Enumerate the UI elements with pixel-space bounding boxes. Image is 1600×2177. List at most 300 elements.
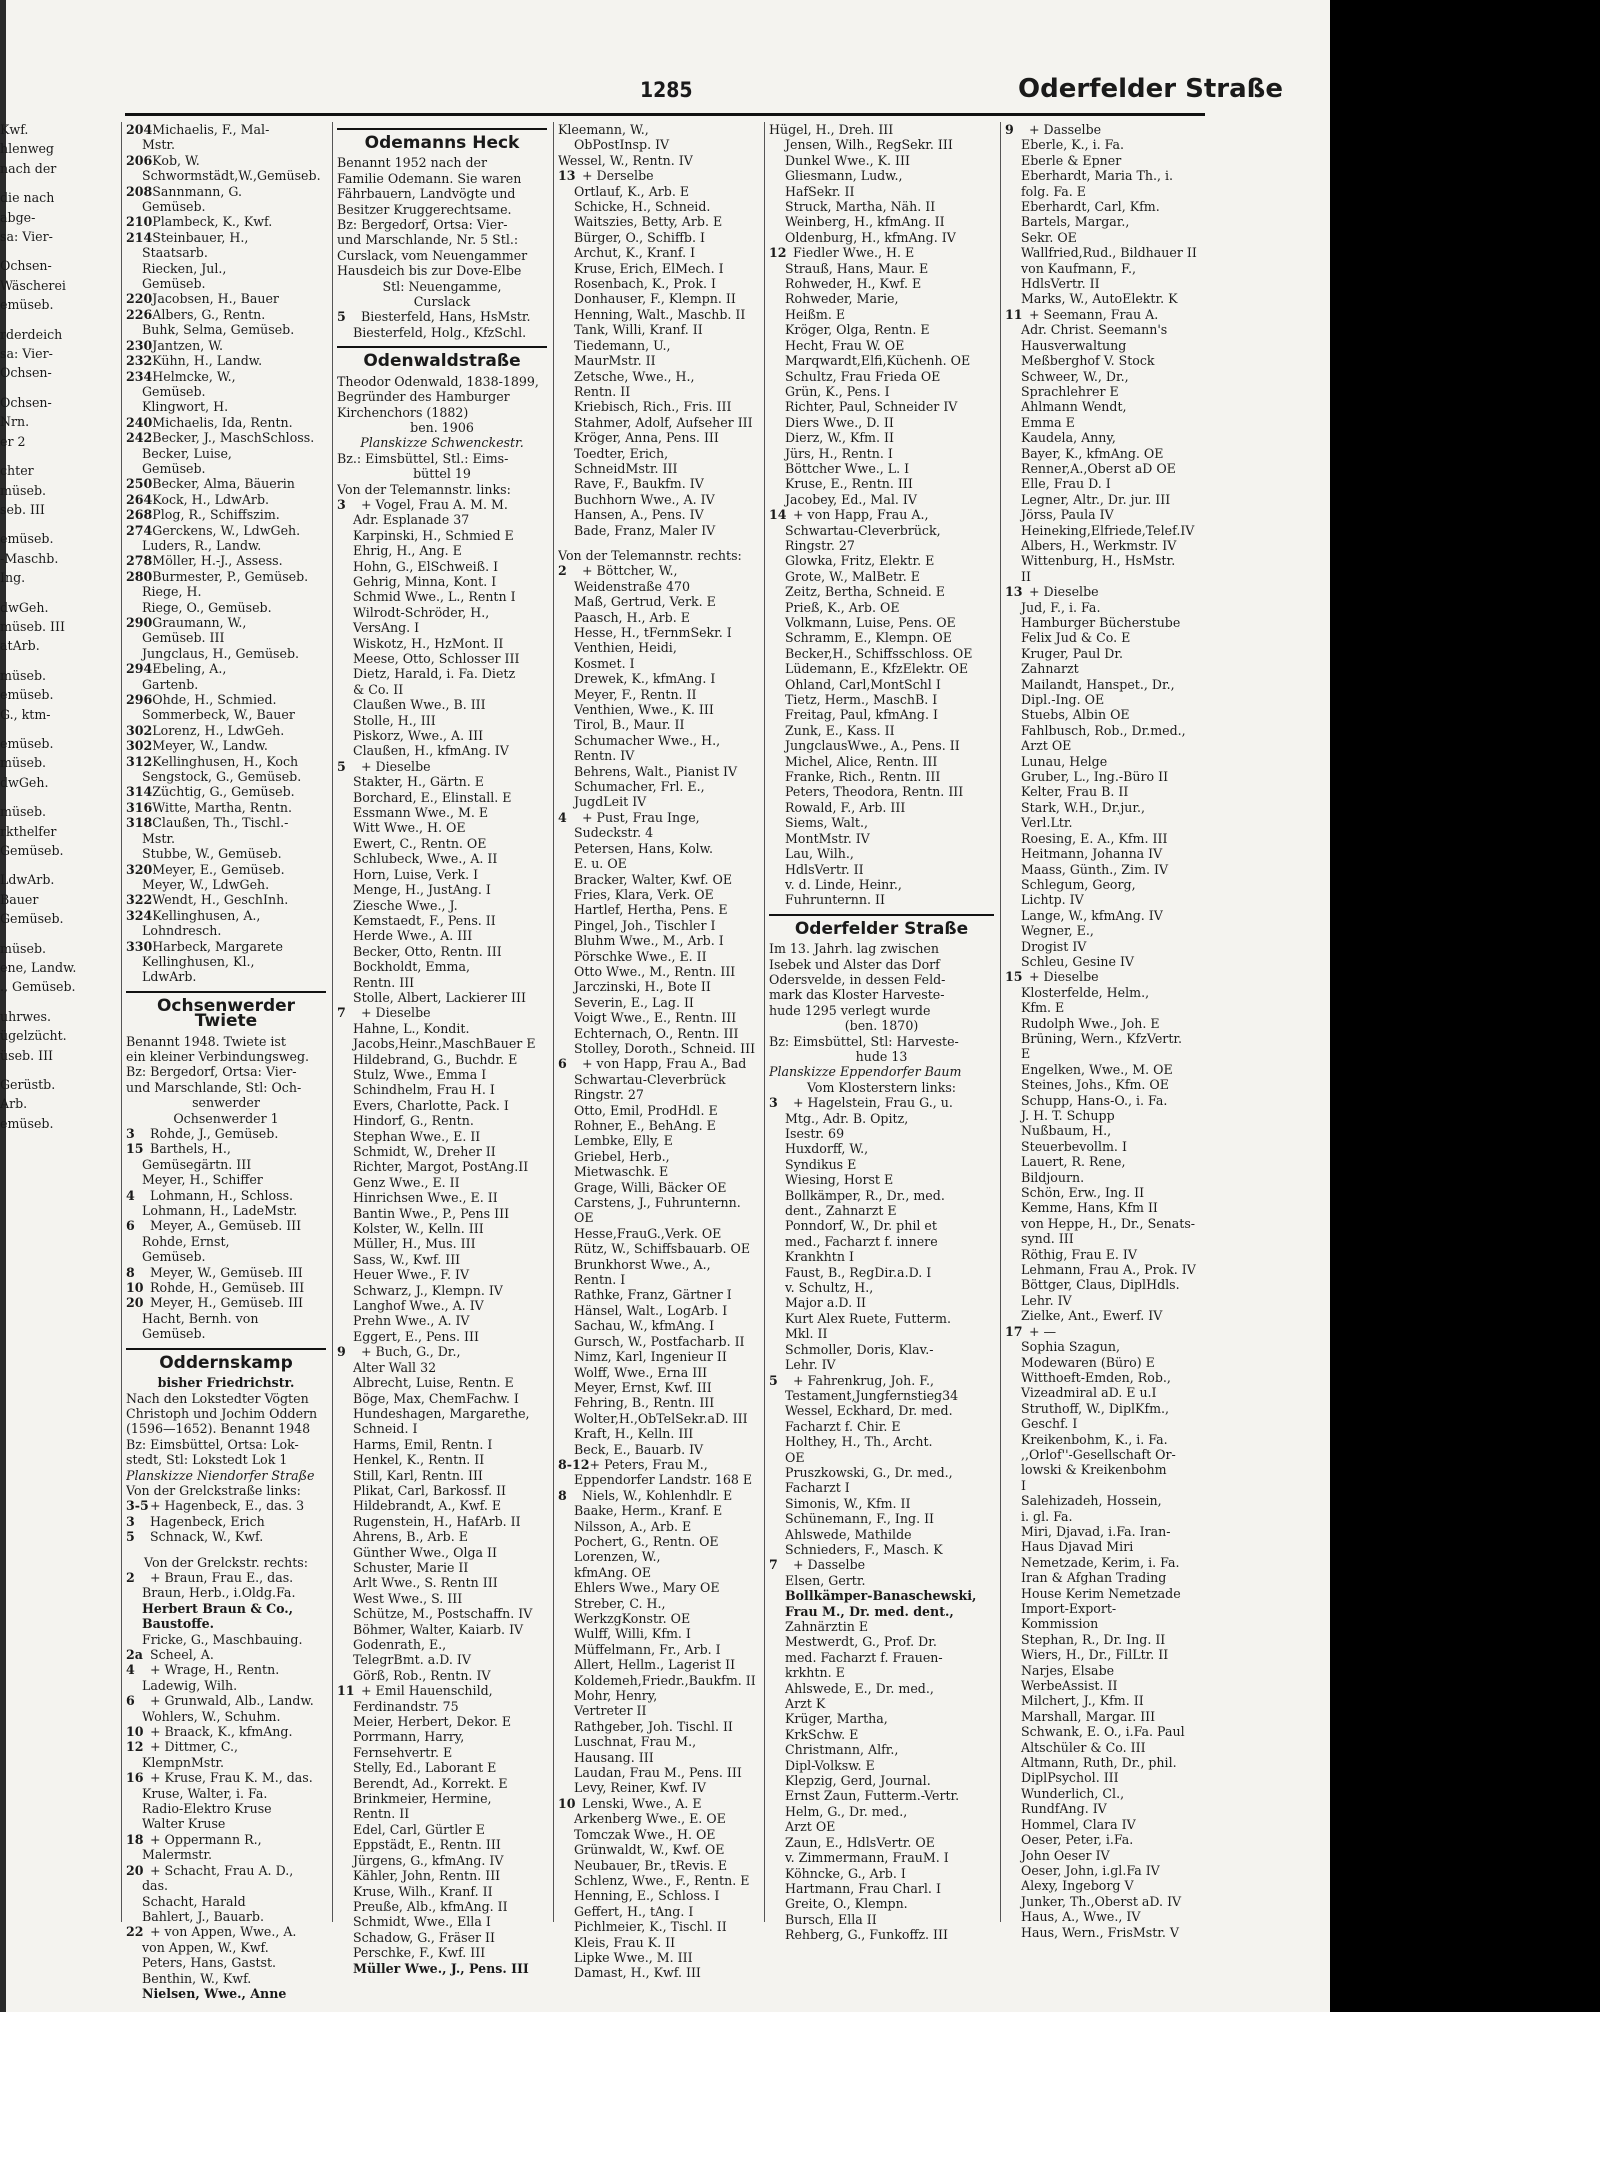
entry-text: Wegner, E., (1021, 923, 1094, 939)
entry-text: und Marschlande, Stl: Och- (126, 1079, 302, 1095)
entry-text: Michaelis, Ida, Rentn. (152, 414, 293, 430)
house-number: 9 (1005, 122, 1014, 137)
entry-text: Echternach, O., Rentn. III (574, 1025, 739, 1041)
directory-entry (769, 1819, 994, 1834)
directory-entry (126, 1157, 326, 1172)
directory-entry (1005, 1231, 1205, 1246)
entry-text: HafSekr. II (785, 183, 855, 199)
house-number: 18 (126, 1831, 144, 1847)
directory-entry (126, 276, 326, 291)
directory-entry (558, 1858, 758, 1873)
directory-entry (769, 707, 994, 722)
directory-entry (769, 1126, 994, 1141)
directory-entry (1005, 846, 1205, 861)
house-number: 3 (126, 1126, 135, 1141)
fragment-line: Ochsen- (0, 394, 52, 410)
house-number: 294 (126, 661, 153, 677)
directory-entry (337, 1884, 547, 1899)
entry-text: + Grunwald, Alb., Landw. (150, 1693, 314, 1709)
directory-entry (558, 492, 758, 507)
entry-text: Pruszkowski, G., Dr. med., (785, 1464, 953, 1480)
entry-text: Haus, A., Wwe., IV (1021, 1909, 1141, 1925)
directory-entry (1005, 1000, 1205, 1015)
directory-entry (126, 1049, 326, 1064)
entry-text: Bz: Bergedorf, Ortsa: Vier- (337, 217, 508, 233)
entry-text: Schuster, Marie II (353, 1559, 469, 1575)
fragment-line: Ochsen- (0, 258, 52, 274)
house-number: 13 (558, 168, 576, 184)
entry-text: Heißm. E (785, 306, 846, 322)
fragment-line: rkthelfer (0, 823, 57, 839)
directory-entry (1005, 1647, 1205, 1662)
directory-entry (126, 1483, 326, 1498)
directory-entry (126, 538, 326, 553)
column-3 (558, 122, 758, 1981)
directory-entry (558, 1904, 758, 1919)
entry-text: WerkzgKonstr. OE (574, 1611, 691, 1626)
entry-text: Schultz, Frau Frieda OE (785, 368, 941, 384)
house-number: 204 (126, 122, 153, 137)
directory-entry (126, 1555, 326, 1570)
house-number: 15 (126, 1141, 144, 1157)
house-number: 226 (126, 306, 153, 322)
entry-text: Witte, Martha, Rentn. (152, 799, 292, 815)
directory-entry (337, 497, 547, 512)
entry-text: Laudan, Frau M., Pens. III (574, 1765, 742, 1781)
entry-text: Still, Karl, Rentn. III (353, 1467, 483, 1483)
entry-text: Gemüseb. (142, 1249, 206, 1265)
entry-text: I (1021, 1477, 1026, 1493)
entry-text: Albers, H., Werkmstr. IV (1021, 537, 1177, 553)
house-number: 264 (126, 491, 153, 507)
entry-text: Berendt, Ad., Korrekt. E (353, 1775, 508, 1791)
entry-text: Menge, H., JustAng. I (353, 882, 491, 898)
directory-entry (769, 846, 994, 861)
directory-entry (337, 898, 547, 913)
directory-entry (769, 1788, 994, 1803)
entry-text: Fehring, B., Rentn. III (574, 1395, 715, 1411)
entry-text: Theodor Odenwald, 1838-1899, (337, 373, 539, 389)
directory-entry (769, 1203, 994, 1218)
entry-text: Adr. Christ. Seemann's (1021, 322, 1168, 338)
directory-entry (126, 1080, 326, 1095)
running-street-title: Oderfelder Straße (1018, 74, 1284, 104)
directory-entry (1005, 892, 1205, 907)
entry-text: Hahne, L., Kondit. (353, 1020, 470, 1036)
entry-text: Barthels, H., (150, 1141, 231, 1157)
directory-entry (337, 482, 547, 497)
directory-entry (769, 754, 994, 769)
entry-text: Eggert, E., Pens. III (353, 1328, 479, 1344)
entry-text: OE (574, 1210, 594, 1226)
entry-text: Peters, Hans, Gastst. (142, 1955, 277, 1971)
directory-entry (1005, 1878, 1205, 1893)
directory-entry (337, 263, 547, 278)
entry-text: Schön, Erw., Ing. II (1021, 1185, 1145, 1201)
house-number: 4 (558, 809, 567, 825)
entry-text: Gemüsegärtn. III (142, 1156, 252, 1172)
entry-text: Grage, Willi, Bäcker OE (574, 1179, 727, 1195)
entry-text: Klepzig, Gerd, Journal. (785, 1773, 931, 1789)
directory-entry (558, 1226, 758, 1241)
entry-text: Evers, Charlotte, Pack. I (353, 1097, 509, 1113)
directory-entry (1005, 1139, 1205, 1154)
entry-text: RundfAng. IV (1021, 1801, 1107, 1817)
house-number: 320 (126, 861, 153, 877)
house-number: 316 (126, 799, 153, 815)
entry-text: Rowald, F., Arb. III (785, 799, 906, 815)
entry-text: Müffelmann, Fr., Arb. I (574, 1641, 721, 1657)
directory-entry (558, 1395, 758, 1410)
entry-text: Hinrichsen Wwe., E. II (353, 1190, 498, 1206)
directory-entry (769, 1403, 994, 1418)
entry-text: Diers Wwe., D. II (785, 414, 894, 430)
entry-text: Claußen, H., kfmAng. IV (353, 743, 509, 759)
directory-entry (1005, 338, 1205, 353)
entry-text: Biesterfeld, Hans, HsMstr. (361, 309, 531, 325)
entry-text: KlempnMstr. (142, 1754, 225, 1770)
entry-text: Faust, B., RegDir.a.D. I (785, 1264, 932, 1280)
directory-entry (337, 279, 547, 294)
entry-text: Kellinghusen, H., Koch (152, 753, 299, 769)
entry-text: Elsen, Gertr. (785, 1572, 866, 1588)
entry-text: Rehberg, G., Funkoffz. III (785, 1927, 948, 1943)
directory-entry (558, 964, 758, 979)
directory-entry (337, 975, 547, 990)
entry-text: Hagenbeck, Erich (150, 1513, 265, 1529)
entry-text: Meyer, Ernst, Kwf. III (574, 1379, 712, 1395)
directory-entry (769, 1064, 994, 1079)
entry-text: Zaun, E., HdlsVertr. OE (785, 1834, 935, 1850)
directory-entry (126, 831, 326, 846)
entry-text: Stahmer, Adolf, Aufseher III (574, 414, 753, 430)
entry-text: Oldenburg, H., kfmAng. IV (785, 229, 956, 245)
directory-entry (1005, 1077, 1205, 1092)
entry-text: Gemüseb. (142, 276, 206, 292)
directory-entry (337, 1421, 547, 1436)
entry-text: Hänsel, Walt., LogArb. I (574, 1302, 728, 1318)
entry-text: Wilrodt-Schröder, H., (353, 604, 490, 620)
house-number: 8 (558, 1487, 567, 1503)
house-number: 214 (126, 229, 153, 245)
directory-entry (126, 939, 326, 954)
entry-text: Ladewig, Wilh. (142, 1677, 238, 1693)
entry-text: Severin, E., Lag. II (574, 994, 694, 1010)
directory-entry (558, 1626, 758, 1641)
entry-text: Böttcher Wwe., L. I (785, 460, 910, 476)
directory-entry (337, 1652, 547, 1667)
entry-text: Stl: Neuengamme, (382, 278, 502, 294)
directory-entry (769, 1681, 994, 1696)
directory-entry (769, 276, 994, 291)
directory-entry (558, 1318, 758, 1333)
entry-text: Langhof Wwe., A. IV (353, 1298, 484, 1314)
directory-entry (769, 1373, 994, 1388)
directory-entry (337, 1206, 547, 1221)
entry-text: Kruse, Wilh., Kranf. II (353, 1883, 493, 1899)
directory-entry (126, 261, 326, 276)
entry-text: Kruse, Walter, i. Fa. (142, 1785, 268, 1801)
entry-text: Buchhorn Wwe., A. IV (574, 491, 715, 507)
directory-entry (769, 1388, 994, 1403)
entry-text: Pingel, Joh., Tischler I (574, 917, 716, 933)
directory-entry (126, 1529, 326, 1544)
entry-text: + Oppermann R., (150, 1831, 262, 1847)
directory-entry (558, 1380, 758, 1395)
entry-text: Kriebisch, Rich., Fris. III (574, 399, 732, 415)
entry-text: Isestr. 69 (785, 1126, 845, 1141)
directory-entry (126, 1172, 326, 1187)
directory-entry (337, 959, 547, 974)
entry-text: WerbeAssist. II (1021, 1678, 1118, 1694)
directory-entry (126, 1770, 326, 1785)
entry-text: Sudeckstr. 4 (574, 825, 654, 841)
entry-text: J. H. T. Schupp (1021, 1108, 1115, 1123)
entry-text: + Dittmer, C., (150, 1739, 239, 1755)
entry-text: Kob, W. (152, 152, 200, 168)
directory-entry (558, 1334, 758, 1349)
directory-entry (126, 1616, 326, 1631)
directory-entry (337, 867, 547, 882)
entry-text: Braun, Herb., i.Oldg.Fa. (142, 1585, 296, 1601)
entry-text: Jud, F., i. Fa. (1021, 599, 1101, 615)
entry-text: Damast, H., Kwf. III (574, 1965, 701, 1981)
fragment-line: Kwf. (0, 122, 29, 137)
directory-entry (126, 1421, 326, 1436)
directory-entry (337, 1313, 547, 1328)
house-number: 5 (337, 309, 346, 325)
entry-text: Herbert Braun & Co., (142, 1600, 294, 1616)
entry-text: Lohmann, H., LadeMstr. (142, 1203, 298, 1219)
directory-entry (337, 1221, 547, 1236)
house-number: 10 (126, 1724, 144, 1740)
entry-text: Curslack (413, 294, 471, 310)
directory-entry (1005, 1678, 1205, 1693)
entry-text: Von der Grelckstr. rechts: (144, 1554, 308, 1570)
directory-entry (1005, 476, 1205, 491)
entry-text: Müller, H., Mus. III (353, 1236, 476, 1252)
directory-entry (558, 1457, 758, 1472)
directory-entry (126, 1452, 326, 1467)
house-number: 250 (126, 476, 153, 492)
directory-entry (558, 1503, 758, 1518)
entry-text: Arlt Wwe., S. Rentn III (353, 1575, 498, 1591)
entry-text: E (1021, 1046, 1031, 1062)
entry-text: Gemüseb. (142, 1326, 206, 1342)
entry-text: Ebeling, A., (152, 661, 227, 677)
entry-text: Ernst Zaun, Futterm.-Vertr. (785, 1788, 960, 1804)
house-number: 11 (1005, 306, 1023, 322)
directory-entry (558, 933, 758, 948)
entry-text: Richter, Paul, Schneider IV (785, 399, 958, 415)
entry-text: Zahnärztin E (785, 1619, 869, 1634)
entry-text: Günther Wwe., Olga II (353, 1544, 497, 1560)
directory-entry (126, 1326, 326, 1341)
directory-entry (769, 291, 994, 306)
entry-text: Becker, Alma, Bäuerin (152, 476, 295, 492)
entry-text: das. (142, 1878, 169, 1894)
directory-entry (1005, 1200, 1205, 1215)
directory-entry (769, 245, 994, 260)
entry-text: Niels, W., Kohlenhdlr. E (582, 1487, 733, 1503)
directory-entry (558, 548, 758, 563)
fragment-line: Gemüseb. (0, 843, 64, 858)
directory-entry (337, 728, 547, 743)
entry-text: Gehrig, Minna, Kont. I (353, 573, 497, 589)
entry-text: dent., Zahnarzt E (785, 1203, 897, 1219)
entry-text: Eppstädt, E., Rentn. III (353, 1837, 501, 1853)
directory-entry (126, 1955, 326, 1970)
directory-entry (126, 600, 326, 615)
entry-text: von Kaufmann, F., (1021, 260, 1136, 276)
directory-entry (1005, 1401, 1205, 1416)
directory-entry (769, 1665, 994, 1680)
directory-entry (769, 369, 994, 384)
entry-text: Ferdinandstr. 75 (353, 1698, 459, 1714)
entry-text: Begründer des Hamburger (337, 389, 510, 405)
entry-text: Porrmann, Harry, (353, 1729, 465, 1745)
directory-entry (126, 1662, 326, 1677)
entry-text: Alexy, Ingeborg V (1021, 1878, 1134, 1894)
directory-entry (1005, 122, 1205, 137)
entry-text: Perschke, F., Kwf. III (353, 1945, 486, 1961)
house-number: 22 (126, 1924, 144, 1940)
entry-text: Ahlswede, E., Dr. med., (785, 1680, 934, 1696)
entry-text: Tomczak Wwe., H. OE (574, 1826, 716, 1842)
entry-text: Milchert, J., Kfm. II (1021, 1693, 1144, 1709)
directory-entry (558, 338, 758, 353)
directory-entry (1005, 1355, 1205, 1370)
directory-entry (1005, 1616, 1205, 1631)
entry-text: Weinberg, H., kfmAng. II (785, 214, 945, 230)
directory-entry (337, 1729, 547, 1744)
entry-text: Harbeck, Margarete (152, 938, 283, 954)
entry-text: Planskizze Schwenckestr. (360, 435, 524, 451)
entry-text: Dierz, W., Kfm. II (785, 430, 894, 446)
entry-text: Ahlmann Wendt, (1021, 399, 1127, 415)
entry-text: Graumann, W., (152, 615, 247, 630)
directory-entry (769, 1573, 994, 1588)
entry-text: Gerckens, W., LdwGeh. (152, 522, 301, 538)
house-number: 15 (1005, 969, 1023, 985)
entry-text: Dipl.-Ing. OE (1021, 692, 1105, 708)
entry-text: Marshall, Margar. III (1021, 1708, 1156, 1724)
entry-text: Stuebs, Albin OE (1021, 707, 1130, 723)
column-4 (769, 122, 994, 1943)
directory-entry (769, 153, 994, 168)
entry-text: Bursch, Ella II (785, 1911, 877, 1927)
directory-entry (769, 877, 994, 892)
house-number: 230 (126, 337, 153, 353)
directory-entry (769, 168, 994, 183)
fragment-line: Arb. (0, 1096, 28, 1112)
entry-text: Wolter,H.,ObTelSekr.aD. III (574, 1410, 748, 1426)
directory-entry (769, 1326, 994, 1341)
fragment-line: uhrwes. (0, 1008, 51, 1024)
entry-text: i. gl. Fa. (1021, 1508, 1073, 1524)
entry-text: Hommel, Clara IV (1021, 1816, 1136, 1832)
house-number: 290 (126, 615, 153, 630)
entry-text: Riege, O., Gemüseb. (142, 599, 272, 615)
directory-entry (337, 420, 547, 435)
entry-text: Kröger, Olga, Rentn. E (785, 322, 930, 338)
entry-text: Eberhardt, Maria Th., i. (1021, 168, 1174, 184)
directory-entry (558, 245, 758, 260)
directory-entry (337, 1098, 547, 1113)
entry-text: Levy, Reiner, Kwf. IV (574, 1780, 707, 1796)
directory-entry (1005, 692, 1205, 707)
directory-entry (126, 1647, 326, 1662)
directory-entry (126, 800, 326, 815)
entry-text: Haus Djavad Miri (1021, 1539, 1134, 1555)
directory-entry (337, 990, 547, 1005)
entry-text: Kruger, Paul Dr. (1021, 645, 1123, 661)
directory-entry (558, 872, 758, 887)
directory-entry (126, 1064, 326, 1079)
entry-text: Brüning, Wern., KfzVertr. (1021, 1030, 1183, 1046)
directory-entry (1005, 908, 1205, 923)
directory-entry (558, 1303, 758, 1318)
entry-text: Eberle, K., i. Fa. (1021, 137, 1125, 153)
entry-text: hude 13 (855, 1048, 908, 1064)
house-number: 17 (1005, 1323, 1023, 1339)
directory-entry (126, 677, 326, 692)
directory-entry (337, 589, 547, 604)
directory-entry (126, 569, 326, 584)
entry-text: Piskorz, Wwe., A. III (353, 728, 484, 744)
directory-entry (337, 171, 547, 186)
directory-entry (558, 979, 758, 994)
directory-entry (1005, 199, 1205, 214)
directory-entry (769, 261, 994, 276)
entry-text: Benthin, W., Kwf. (142, 1970, 252, 1986)
entry-text: Luschnat, Frau M., (574, 1734, 697, 1750)
directory-entry (769, 1650, 994, 1665)
directory-entry (769, 1758, 994, 1773)
entry-text: Schlenz, Wwe., F., Rentn. E (574, 1872, 750, 1888)
entry-text: Schmoller, Doris, Klav.- (785, 1341, 934, 1357)
directory-entry (1005, 1385, 1205, 1400)
directory-entry (769, 630, 994, 645)
entry-text: Rathke, Franz, Gärtner I (574, 1287, 732, 1303)
directory-entry (126, 1678, 326, 1693)
entry-text: Wunderlich, Cl., (1021, 1785, 1125, 1801)
entry-text: Plog, R., Schiffszim. (152, 507, 280, 523)
fragment-line: dwGeh. (0, 774, 49, 790)
directory-entry (126, 1709, 326, 1724)
entry-text: Baake, Herm., Kranf. E (574, 1503, 723, 1519)
street-heading: Odemanns Heck (337, 128, 547, 151)
entry-text: Jörss, Paula IV (1021, 507, 1114, 523)
directory-entry (126, 307, 326, 322)
directory-entry (126, 661, 326, 676)
directory-entry (126, 954, 326, 969)
entry-text: Meese, Otto, Schlosser III (353, 651, 520, 666)
house-number: 11 (337, 1683, 355, 1699)
fragment-line: atArb. (0, 638, 40, 654)
entry-text: Venthien, Wwe., K. III (574, 702, 714, 718)
entry-text: Grün, K., Pens. I (785, 383, 890, 399)
directory-entry (1005, 862, 1205, 877)
directory-entry (1005, 1801, 1205, 1816)
directory-entry (1005, 707, 1205, 722)
directory-entry (126, 1585, 326, 1600)
entry-text: Bollkämper-Banaschewski, (785, 1588, 977, 1604)
entry-text: Pichlmeier, K., Tischl. II (574, 1919, 727, 1935)
directory-entry (337, 743, 547, 758)
directory-entry (1005, 723, 1205, 738)
entry-text: Kemstaedt, F., Pens. II (353, 912, 496, 928)
